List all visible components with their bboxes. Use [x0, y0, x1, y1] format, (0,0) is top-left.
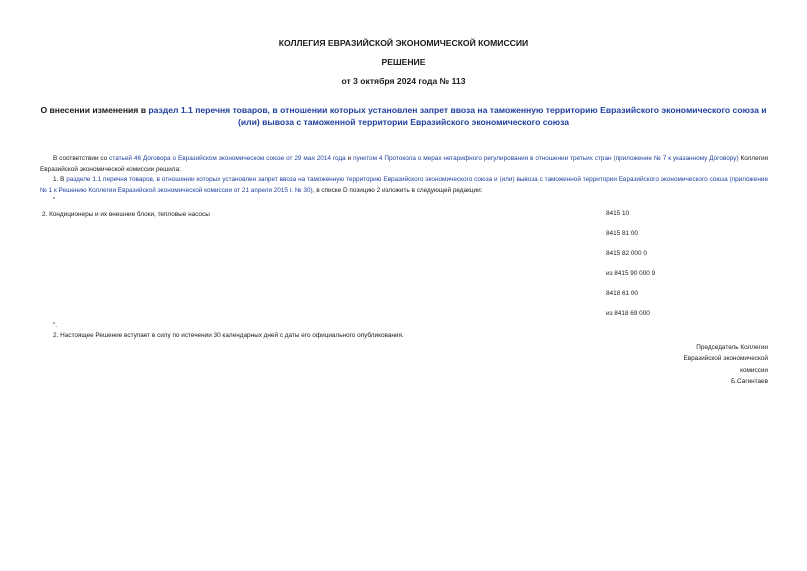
item-2-paragraph: 2. Настоящее Решение вступает в силу по истечении 30 календарных дней с даты его официального опубликования.	[53, 332, 404, 339]
item-1-text-2: , в списке D позицию 2 изложить в следующей редакции:	[312, 186, 483, 194]
treaty-article-link[interactable]: статьей 46 Договора о Евразийском экономическом союзе от 29 мая 2014 года	[109, 155, 346, 162]
tn-ved-code: из 8415 90 000 9	[606, 270, 656, 277]
protocol-link[interactable]: пунктом 4 Протокола о мерах нетарифного регулирования в отношении третьих стран (приложение № 7 к указанному Договору)	[353, 155, 739, 162]
section-link[interactable]: разделе 1.1 перечня товаров, в отношении которых установлен запрет ввоза на таможенную территорию Евразийского экономического союза и (или) вывоза с таможенной территории Евразийского экономического союза (приложение № 1 к Решению Коллегии Евразийской экономической комиссии от 21 апреля 2015 г. № 30)	[40, 176, 768, 194]
item-1-paragraph	[40, 175, 768, 196]
quote-open: "	[53, 197, 56, 204]
item-1-text-1: 1. В	[53, 176, 67, 183]
tn-ved-code: 8415 10	[606, 210, 630, 217]
preamble-text-3: Коллегия Евразийской экономической комиссии решила:	[40, 155, 769, 173]
organization-heading: КОЛЛЕГИЯ ЕВРАЗИЙСКОЙ ЭКОНОМИЧЕСКОЙ КОМИССИИ	[278, 38, 529, 48]
title-text: О внесении изменения в	[40, 105, 149, 115]
signatory-name: Б.Сагинтаев	[731, 377, 768, 385]
preamble-text-1: В соответствии со	[53, 155, 110, 162]
preamble-text-2: и	[345, 155, 354, 162]
tn-ved-code: из 8418 69 000	[606, 310, 650, 317]
quote-close: ".	[53, 322, 58, 329]
document-date-number: от 3 октября 2024 года № 113	[341, 76, 466, 86]
signature-block	[648, 342, 768, 387]
tn-ved-code: 8415 81 00	[606, 230, 638, 237]
signature-line: комиссии	[740, 366, 768, 374]
document-title	[40, 104, 767, 128]
signature-line: Председатель Коллегии	[696, 344, 768, 351]
title-link[interactable]: раздел 1.1 перечня товаров, в отношении которых установлен запрет ввоза на таможенную территорию Евразийского экономического союза и (или) вывоза с таможенной территории Евразийского экономического союза	[148, 105, 767, 127]
tn-ved-code: 8418 61 00	[606, 290, 638, 297]
tn-ved-code: 8415 82 000 0	[606, 250, 647, 257]
signature-line: Евразийской экономической	[683, 355, 768, 363]
product-name-cell: 2. Кондиционеры и их внешние блоки, тепловые насосы	[42, 211, 210, 218]
document-type: РЕШЕНИЕ	[381, 57, 426, 67]
preamble-paragraph	[40, 154, 768, 175]
